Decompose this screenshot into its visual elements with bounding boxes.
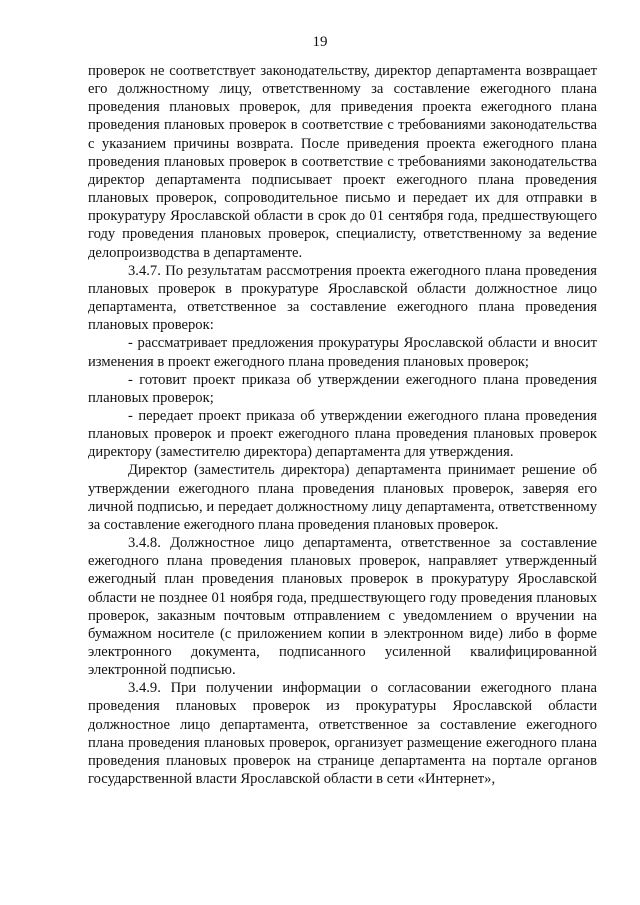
- paragraph-continuation: проверок не соответствует законодательству, директор департамента возвращает его должностному лицу, ответственному за составление ежегодного плана проведения плановых проверок, для приведения проекта ежегодного плана проведения плановых проверок в соответствие с требованиями законодательства с указанием причины возврата. После приведения проекта ежегодного плана проведения плановых проверок в соответствие с требованиями законодательства директор департамента подписывает проект ежегодного плана проведения плановых проверок, сопроводительное письмо и передает их для отправки в прокуратуру Ярославской области в срок до 01 сентября года, предшествующего году проведения плановых проверок, специалисту, ответственному за ведение делопроизводства в департаменте.: [88, 63, 597, 261]
- paragraph-3-4-9: 3.4.9. При получении информации о согласовании ежегодного плана проведения плановых проверок из прокуратуры Ярославской области должностное лицо департамента, ответственное за составление ежегодного плана проведения плановых проверок, организует размещение ежегодного плана проведения плановых проверок на странице департамента на портале органов государственной власти Ярославской области в сети «Интернет»,: [88, 680, 597, 788]
- paragraph-3-4-8: 3.4.8. Должностное лицо департамента, ответственное за составление ежегодного плана проведения плановых проверок, направляет утвержденный ежегодный план проведения плановых проверок в прокуратуру Ярославской области не позднее 01 ноября года, предшествующего году проведения плановых проверок, заказным почтовым отправлением с уведомлением о вручении на бумажном носителе (с приложением копии в электронном виде) либо в форме электронного документа, подписанного усиленной квалифицированной электронной подписью.: [88, 535, 597, 679]
- list-item-prepare-order: - готовит проект приказа об утверждении ежегодного плана проведения плановых проверок;: [88, 371, 597, 406]
- document-body: [88, 62, 597, 788]
- paragraph-director-decision: Директор (заместитель директора) департамента принимает решение об утверждении ежегодного плана проведения плановых проверок, заверяя его личной подписью, и передает должностному лицу департамента, ответственному за составление ежегодного плана проведения плановых проверок.: [88, 462, 597, 533]
- list-item-consider-proposals: - рассматривает предложения прокуратуры Ярославской области и вносит изменения в проект ежегодного плана проведения плановых проверок;: [88, 335, 597, 370]
- page-number: 19: [312, 34, 328, 50]
- list-item-submit-order: - передает проект приказа об утверждении ежегодного плана проведения плановых проверок и проект ежегодного плана проведения плановых проверок директору (заместителю директора) департамента для утверждения.: [88, 407, 597, 461]
- paragraph-3-4-7: 3.4.7. По результатам рассмотрения проекта ежегодного плана проведения плановых проверок в прокуратуре Ярославской области должностное лицо департамента, ответственное за составление ежегодного плана проведения плановых проверок:: [88, 262, 597, 334]
